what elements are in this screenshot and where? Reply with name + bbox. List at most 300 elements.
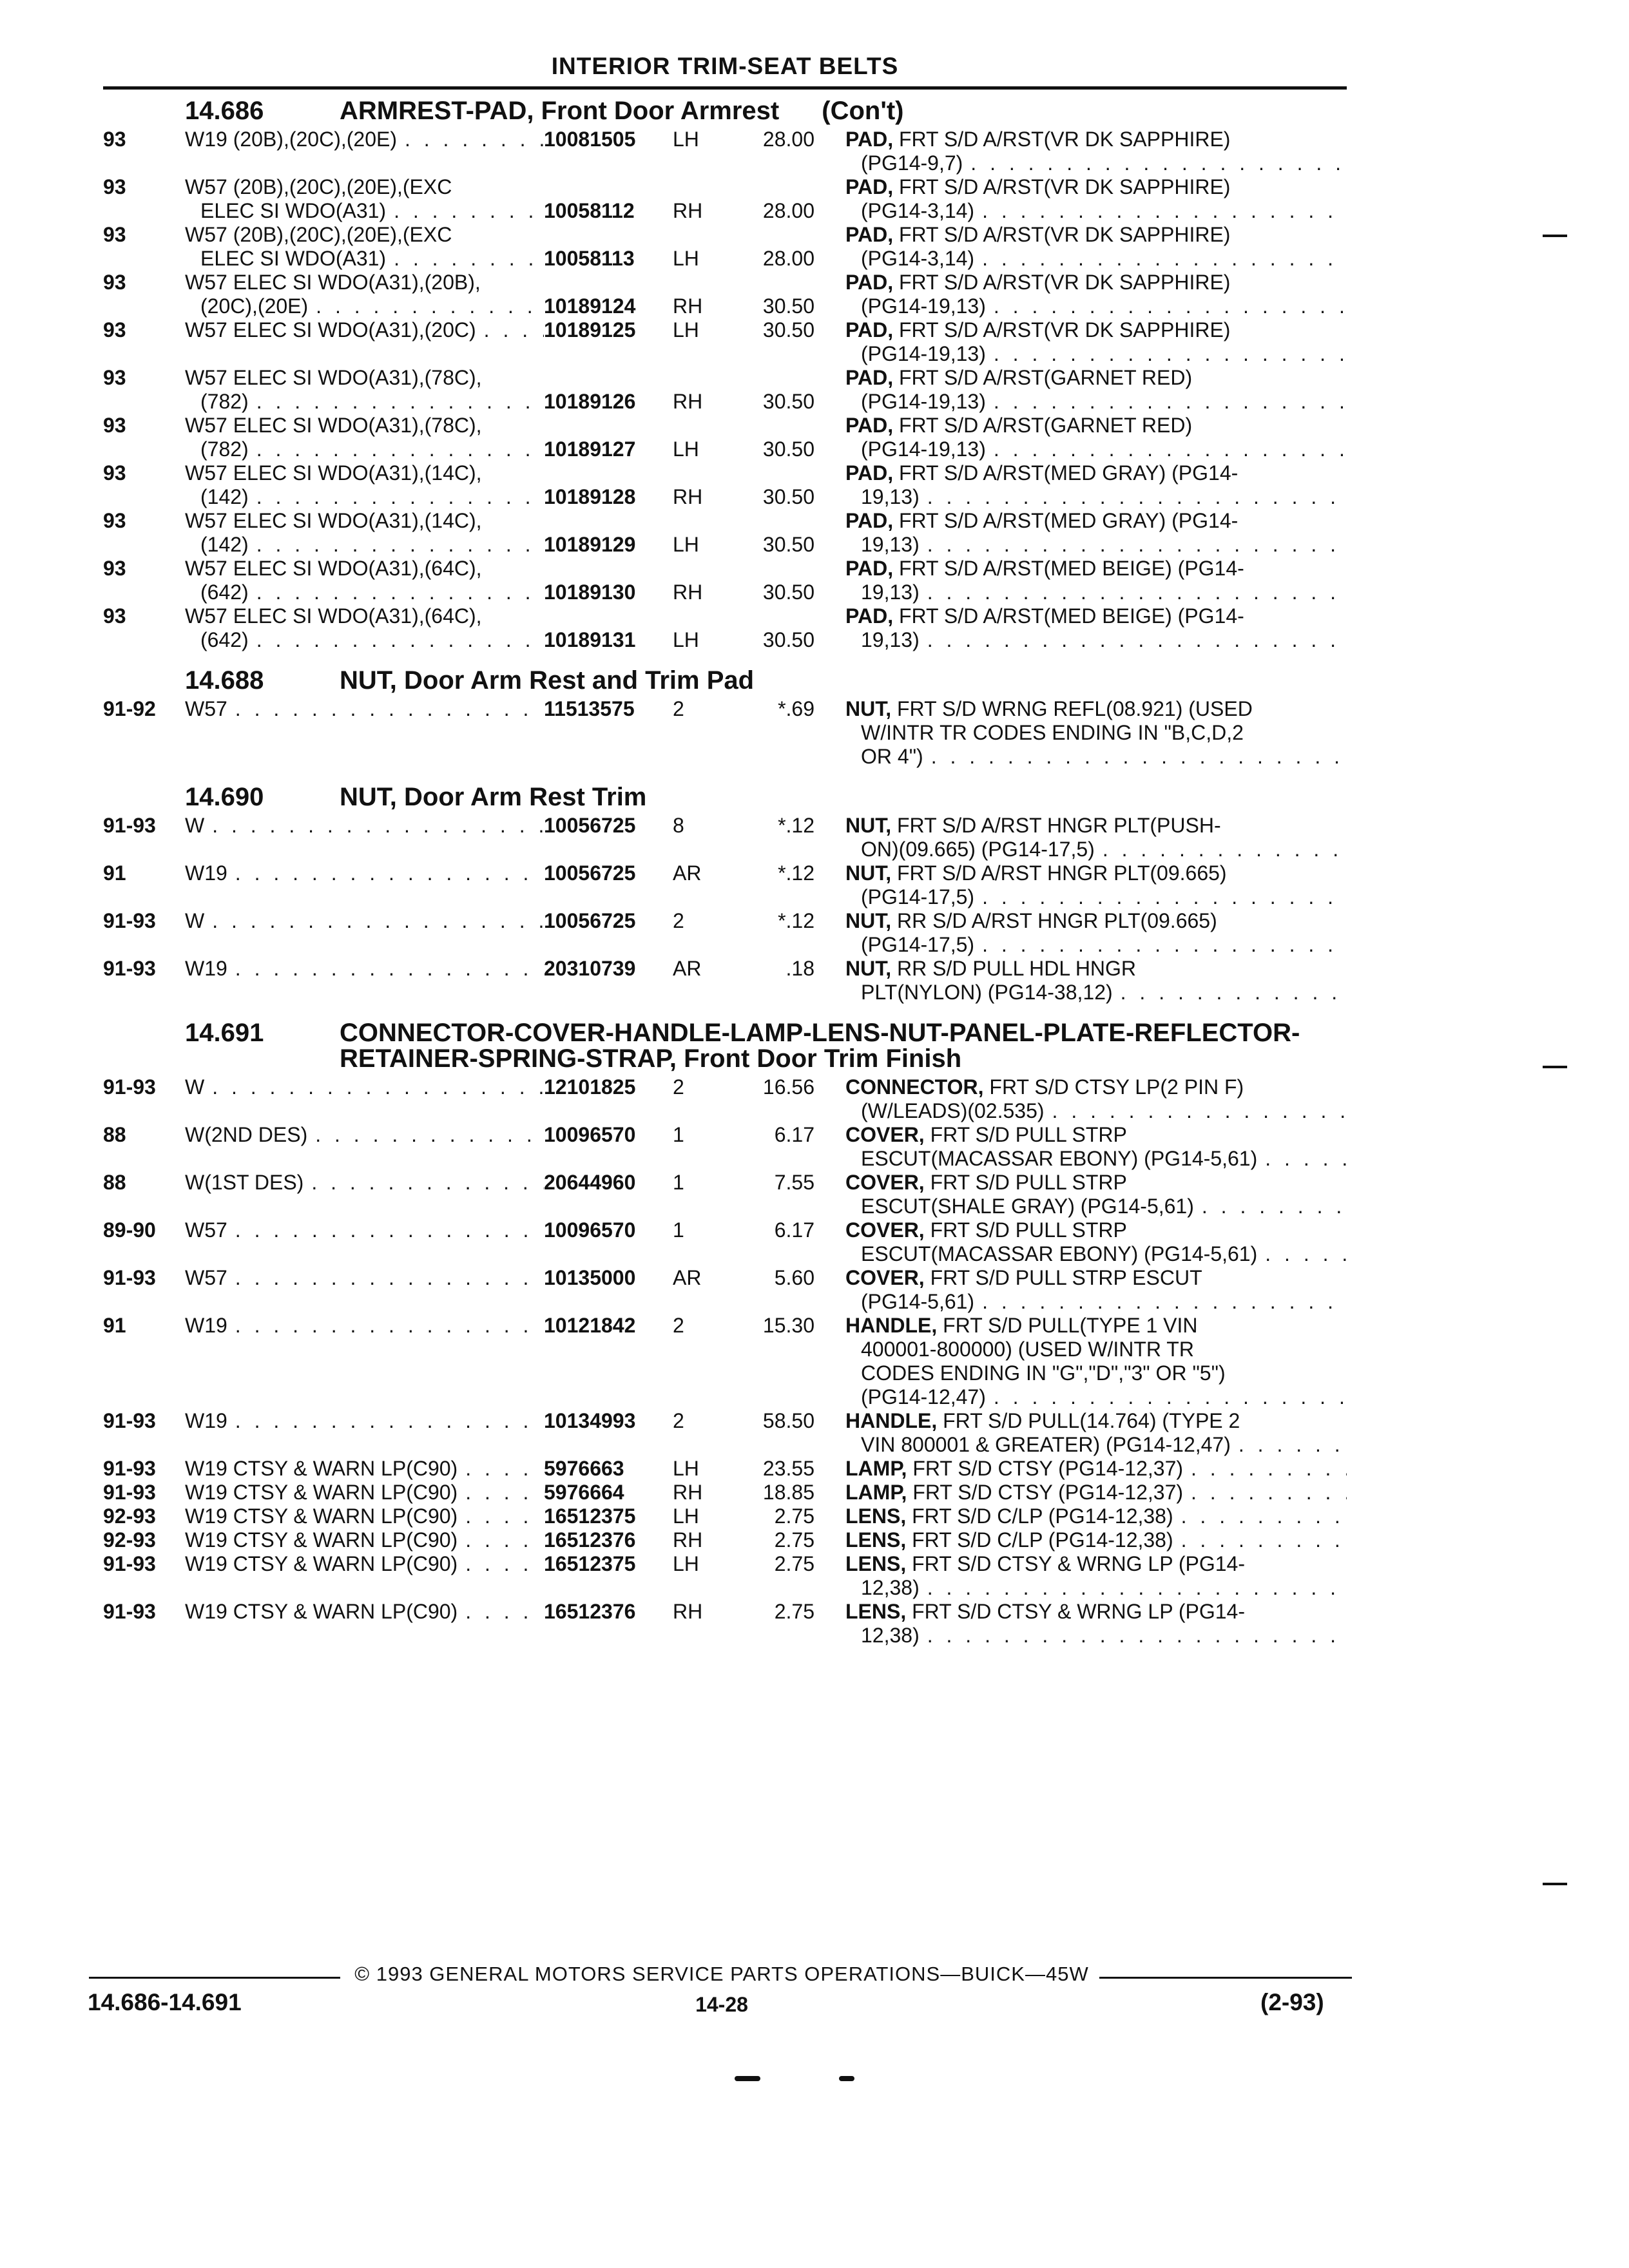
- quantity: RH: [673, 390, 703, 413]
- description-line: FRT S/D CTSY & WRNG LP (PG14-: [912, 1552, 1245, 1575]
- price: 30.50: [762, 628, 815, 651]
- parts-row-line: [103, 128, 1347, 151]
- model-year: 91: [103, 861, 126, 885]
- parts-row-line: [103, 509, 1347, 533]
- description-head: NUT,: [845, 697, 892, 720]
- description-line: FRT S/D A/RST(VR DK SAPPHIRE): [898, 223, 1231, 246]
- description-text: [845, 1409, 1240, 1433]
- parts-row-line: [103, 1576, 1347, 1600]
- description-cell: [845, 485, 1347, 509]
- quantity: RH: [673, 581, 703, 604]
- dot-leader: [1194, 1195, 1347, 1218]
- parts-row-line: [103, 1123, 1347, 1147]
- dot-leader: [963, 151, 1347, 175]
- description-head: LAMP,: [845, 1481, 907, 1504]
- price: 28.00: [762, 199, 815, 222]
- description-line: PLT(NYLON) (PG14-38,12): [861, 981, 1113, 1004]
- section-number: 14.686: [185, 97, 264, 125]
- description-text: [845, 1290, 974, 1314]
- parts-row-line: [103, 1504, 1347, 1528]
- part-number: 10056725: [544, 909, 636, 932]
- price: 30.50: [762, 294, 815, 318]
- section-number: 14.691: [185, 1019, 264, 1047]
- description-line: (PG14-19,13): [861, 390, 986, 413]
- description-text: [845, 885, 974, 909]
- usage-text: W19 CTSY & WARN LP(C90): [185, 1504, 458, 1528]
- model-year: 93: [103, 461, 126, 485]
- parts-row-line: [103, 294, 1347, 318]
- quantity: LH: [673, 1552, 699, 1575]
- description-cell: [845, 581, 1347, 604]
- quantity: LH: [673, 628, 699, 651]
- price: 7.55: [774, 1171, 815, 1194]
- dot-leader: [986, 294, 1347, 318]
- description-line: (PG14-17,5): [861, 933, 975, 956]
- parts-row-line: [103, 604, 1347, 628]
- usage-text: (782): [200, 437, 249, 461]
- price: *.69: [778, 697, 815, 720]
- description-line: FRT S/D A/RST(MED GRAY) (PG14-: [898, 509, 1239, 532]
- parts-row-line: [103, 461, 1347, 485]
- quantity: 2: [673, 909, 684, 932]
- description-cell: [845, 509, 1347, 533]
- usage-cell: [185, 1314, 544, 1338]
- price: 28.00: [762, 247, 815, 270]
- quantity: 2: [673, 1409, 684, 1432]
- description-text: [845, 1218, 1127, 1242]
- parts-row-line: [103, 1433, 1347, 1457]
- description-line: ESCUT(MACASSAR EBONY) (PG14-5,61): [861, 1242, 1258, 1265]
- quantity: LH: [673, 437, 699, 461]
- description-text: [845, 721, 1244, 745]
- dot-leader: [1095, 838, 1347, 861]
- part-number: 10135000: [544, 1266, 636, 1289]
- part-number: 12101825: [544, 1075, 636, 1099]
- section-spacer: [103, 1004, 1347, 1011]
- description-line: FRT S/D A/RST(VR DK SAPPHIRE): [898, 175, 1231, 198]
- description-line: FRT S/D A/RST(VR DK SAPPHIRE): [898, 271, 1231, 294]
- description-text: [845, 271, 1230, 294]
- quantity: 1: [673, 1218, 684, 1242]
- part-number: 10189128: [544, 485, 636, 508]
- dot-leader: [227, 1266, 544, 1290]
- dot-leader: [304, 1171, 544, 1195]
- model-year: 91-93: [103, 909, 156, 932]
- description-text: [845, 1123, 1127, 1147]
- description-head: COVER,: [845, 1218, 925, 1242]
- description-text: [845, 1433, 1231, 1457]
- description-text: [845, 933, 974, 957]
- usage-cell: [185, 1600, 544, 1624]
- part-number: 11513575: [544, 697, 635, 720]
- dot-leader: [974, 199, 1347, 223]
- usage-text: (642): [200, 628, 249, 651]
- dot-leader: [227, 1314, 544, 1338]
- usage-text: W19 CTSY & WARN LP(C90): [185, 1552, 458, 1575]
- model-year: 93: [103, 128, 126, 151]
- dot-leader: [458, 1528, 544, 1552]
- price: 2.75: [774, 1528, 815, 1552]
- usage-cell: [185, 533, 544, 557]
- description-line: FRT S/D CTSY & WRNG LP (PG14-: [912, 1600, 1245, 1623]
- model-year: 88: [103, 1123, 126, 1146]
- usage-text: (642): [200, 581, 249, 604]
- description-text: [845, 957, 1136, 981]
- description-line: (PG14-5,61): [861, 1290, 975, 1313]
- parts-row-line: [103, 745, 1347, 769]
- description-cell: [845, 1409, 1347, 1433]
- dot-leader: [227, 697, 544, 721]
- part-number: 10056725: [544, 861, 636, 885]
- description-head: LAMP,: [845, 1457, 907, 1480]
- description-cell: [845, 1624, 1347, 1648]
- description-head: HANDLE,: [845, 1409, 938, 1432]
- usage-cell: [185, 1218, 544, 1242]
- usage-cell: [185, 1075, 544, 1099]
- description-cell: [845, 838, 1347, 861]
- dot-leader: [227, 1218, 544, 1242]
- description-text: [845, 745, 923, 769]
- usage-text: W(1ST DES): [185, 1171, 304, 1194]
- description-cell: [845, 437, 1347, 461]
- description-text: [845, 1528, 1173, 1552]
- usage-cell: [185, 1171, 544, 1195]
- title-rule: [103, 86, 1347, 90]
- dot-leader: [249, 390, 544, 414]
- parts-row-line: [103, 909, 1347, 933]
- description-head: PAD,: [845, 366, 894, 389]
- description-head: PAD,: [845, 175, 894, 198]
- model-year: 93: [103, 318, 126, 341]
- dot-leader: [1173, 1528, 1347, 1552]
- description-cell: [845, 271, 1347, 294]
- parts-row-line: [103, 1099, 1347, 1123]
- description-text: [845, 1576, 920, 1600]
- price: 6.17: [774, 1123, 815, 1146]
- dot-leader: [458, 1600, 544, 1624]
- part-number: 10134993: [544, 1409, 636, 1432]
- section-title: CONNECTOR-COVER-HANDLE-LAMP-LENS-NUT-PANEL-PLATE-REFLECTOR-RETAINER-SPRING-STRAP, Front Door Trim Finish: [340, 1019, 1300, 1073]
- description-text: [845, 1552, 1245, 1576]
- usage-text: W19 CTSY & WARN LP(C90): [185, 1528, 458, 1552]
- price: 18.85: [762, 1481, 815, 1504]
- quantity: 1: [673, 1123, 684, 1146]
- description-text: [845, 1099, 1045, 1123]
- description-cell: [845, 814, 1347, 838]
- model-year: 92-93: [103, 1504, 156, 1528]
- description-head: PAD,: [845, 318, 894, 341]
- description-cell: [845, 745, 1347, 769]
- parts-row-line: [103, 1552, 1347, 1576]
- binding-mark: [839, 2076, 854, 2081]
- description-line: 12,38): [861, 1576, 920, 1599]
- dot-leader: [227, 1409, 544, 1433]
- usage-cell: [185, 366, 544, 390]
- dot-leader: [920, 581, 1347, 604]
- price: 2.75: [774, 1552, 815, 1575]
- usage-text: W19: [185, 861, 227, 885]
- usage-text: W57 ELEC SI WDO(A31),(64C),: [185, 557, 482, 580]
- description-cell: [845, 957, 1347, 981]
- description-cell: [845, 1147, 1347, 1171]
- model-year: 91: [103, 1314, 126, 1337]
- description-cell: [845, 1242, 1347, 1266]
- usage-cell: [185, 1409, 544, 1433]
- usage-text: W19 CTSY & WARN LP(C90): [185, 1457, 458, 1480]
- dot-leader: [1257, 1147, 1347, 1171]
- section-number: 14.688: [185, 666, 264, 695]
- usage-cell: [185, 557, 544, 581]
- description-line: FRT S/D CTSY (PG14-12,37): [912, 1457, 1184, 1480]
- model-year: 93: [103, 509, 126, 532]
- dot-leader: [204, 1075, 544, 1099]
- parts-row-line: [103, 957, 1347, 981]
- usage-cell: [185, 485, 544, 509]
- usage-text: W57 ELEC SI WDO(A31),(14C),: [185, 461, 482, 485]
- part-number: 20310739: [544, 957, 636, 980]
- usage-text: W57 ELEC SI WDO(A31),(20B),: [185, 271, 481, 294]
- usage-cell: [185, 294, 544, 318]
- section-spacer: [103, 1648, 1347, 1654]
- description-line: 400001-800000) (USED W/INTR TR: [861, 1338, 1194, 1361]
- dot-leader: [923, 745, 1347, 769]
- description-line: FRT S/D CTSY LP(2 PIN F): [989, 1075, 1244, 1099]
- usage-cell: [185, 128, 544, 151]
- description-head: NUT,: [845, 909, 892, 932]
- description-head: PAD,: [845, 271, 894, 294]
- quantity: 8: [673, 814, 684, 837]
- parts-row-line: [103, 1457, 1347, 1481]
- usage-text: W57: [185, 697, 227, 720]
- quantity: 2: [673, 697, 684, 720]
- usage-text: (20C),(20E): [200, 294, 309, 318]
- parts-listing: [103, 98, 1347, 1654]
- part-number: 10081505: [544, 128, 636, 151]
- description-line: FRT S/D A/RST HNGR PLT(PUSH-: [897, 814, 1221, 837]
- description-line: FRT S/D C/LP (PG14-12,38): [912, 1504, 1173, 1528]
- model-year: 91-93: [103, 1457, 156, 1480]
- dot-leader: [1045, 1099, 1347, 1123]
- parts-row-line: [103, 1147, 1347, 1171]
- description-text: [845, 533, 920, 557]
- description-text: [845, 1338, 1194, 1361]
- dot-leader: [308, 294, 544, 318]
- usage-cell: [185, 175, 544, 199]
- part-number: 10058112: [544, 199, 635, 222]
- model-year: 93: [103, 557, 126, 580]
- dot-leader: [204, 814, 544, 838]
- description-cell: [845, 1385, 1347, 1409]
- model-year: 91-93: [103, 1600, 156, 1623]
- description-line: FRT S/D A/RST(VR DK SAPPHIRE): [898, 128, 1231, 151]
- description-cell: [845, 1528, 1347, 1552]
- description-head: PAD,: [845, 509, 894, 532]
- description-line: FRT S/D PULL STRP: [930, 1218, 1127, 1242]
- description-text: [845, 814, 1221, 838]
- model-year: 91-92: [103, 697, 156, 720]
- description-cell: [845, 1099, 1347, 1123]
- description-text: [845, 557, 1244, 581]
- quantity: RH: [673, 1528, 703, 1552]
- description-cell: [845, 151, 1347, 175]
- usage-cell: [185, 414, 544, 437]
- usage-text: W57 (20B),(20C),(20E),(EXC: [185, 223, 452, 246]
- model-year: 93: [103, 175, 126, 198]
- usage-cell: [185, 223, 544, 247]
- part-number: 10189126: [544, 390, 636, 413]
- part-number: 10096570: [544, 1218, 636, 1242]
- description-text: [845, 485, 920, 509]
- price: 15.30: [762, 1314, 815, 1337]
- usage-cell: [185, 1457, 544, 1481]
- description-text: [845, 1314, 1197, 1338]
- description-text: [845, 1457, 1183, 1481]
- description-head: NUT,: [845, 814, 892, 837]
- description-text: [845, 581, 920, 604]
- usage-text: ELEC SI WDO(A31): [200, 199, 387, 222]
- model-year: 91-93: [103, 957, 156, 980]
- section-title: NUT, Door Arm Rest Trim: [340, 783, 647, 811]
- model-year: 93: [103, 271, 126, 294]
- usage-cell: [185, 1481, 544, 1504]
- model-year: 91-93: [103, 1266, 156, 1289]
- description-line: FRT S/D PULL(TYPE 1 VIN: [943, 1314, 1198, 1337]
- description-cell: [845, 1481, 1347, 1504]
- description-head: COVER,: [845, 1266, 925, 1289]
- description-cell: [845, 199, 1347, 223]
- usage-text: W57 ELEC SI WDO(A31),(20C): [185, 318, 476, 341]
- footer-range: 14.686-14.691: [88, 1989, 242, 2015]
- description-text: [845, 509, 1238, 533]
- price: 30.50: [762, 485, 815, 508]
- description-text: [845, 838, 1095, 861]
- parts-row-line: [103, 414, 1347, 437]
- footer-page-number: 14-28: [695, 1993, 748, 2016]
- usage-cell: [185, 861, 544, 885]
- usage-text: W: [185, 1075, 205, 1099]
- dot-leader: [397, 128, 544, 151]
- description-head: COVER,: [845, 1123, 925, 1146]
- dot-leader: [249, 628, 544, 652]
- section-continued: (Con't): [822, 97, 904, 125]
- dot-leader: [249, 437, 544, 461]
- description-cell: [845, 533, 1347, 557]
- dot-leader: [249, 485, 544, 509]
- usage-text: W(2ND DES): [185, 1123, 308, 1146]
- usage-text: W19: [185, 1409, 227, 1432]
- description-head: LENS,: [845, 1504, 907, 1528]
- dot-leader: [458, 1552, 544, 1576]
- part-number: 10189130: [544, 581, 636, 604]
- description-line: (PG14-19,13): [861, 437, 986, 461]
- usage-text: W19 (20B),(20C),(20E): [185, 128, 397, 151]
- usage-text: W57: [185, 1266, 227, 1289]
- usage-text: (142): [200, 485, 249, 508]
- part-number: 10121842: [544, 1314, 636, 1337]
- parts-row-line: [103, 1195, 1347, 1218]
- description-head: PAD,: [845, 557, 894, 580]
- parts-row-line: [103, 1385, 1347, 1409]
- price: 16.56: [762, 1075, 815, 1099]
- description-cell: [845, 721, 1347, 745]
- dot-leader: [1183, 1457, 1347, 1481]
- description-text: [845, 223, 1230, 247]
- description-head: PAD,: [845, 128, 894, 151]
- price: 30.50: [762, 390, 815, 413]
- description-head: HANDLE,: [845, 1314, 938, 1337]
- quantity: 2: [673, 1314, 684, 1337]
- parts-row-line: [103, 271, 1347, 294]
- section-number: 14.690: [185, 783, 264, 811]
- parts-row-line: [103, 1409, 1347, 1433]
- dot-leader: [920, 533, 1347, 557]
- dot-leader: [986, 437, 1347, 461]
- description-text: [845, 128, 1230, 151]
- parts-row-line: [103, 318, 1347, 342]
- usage-text: W57 ELEC SI WDO(A31),(14C),: [185, 509, 482, 532]
- usage-cell: [185, 1266, 544, 1290]
- dot-leader: [1173, 1504, 1347, 1528]
- parts-row-line: [103, 223, 1347, 247]
- description-cell: [845, 885, 1347, 909]
- description-line: FRT S/D PULL STRP ESCUT: [930, 1266, 1202, 1289]
- dot-leader: [249, 581, 544, 604]
- quantity: AR: [673, 957, 702, 980]
- parts-row-line: [103, 390, 1347, 414]
- description-cell: [845, 604, 1347, 628]
- description-head: COVER,: [845, 1171, 925, 1194]
- quantity: 2: [673, 1075, 684, 1099]
- parts-row-line: [103, 697, 1347, 721]
- dot-leader: [386, 247, 544, 271]
- usage-cell: [185, 1528, 544, 1552]
- description-line: (PG14-3,14): [861, 247, 975, 270]
- usage-cell: [185, 271, 544, 294]
- parts-row-line: [103, 437, 1347, 461]
- description-cell: [845, 1075, 1347, 1099]
- dot-leader: [920, 628, 1347, 652]
- description-line: RR S/D A/RST HNGR PLT(09.665): [897, 909, 1217, 932]
- description-line: (PG14-12,47): [861, 1385, 986, 1408]
- dot-leader: [386, 199, 544, 223]
- price: 23.55: [762, 1457, 815, 1480]
- description-head: PAD,: [845, 223, 894, 246]
- description-cell: [845, 342, 1347, 366]
- usage-text: W57: [185, 1218, 227, 1242]
- usage-cell: [185, 697, 544, 721]
- dot-leader: [1231, 1433, 1347, 1457]
- price: 30.50: [762, 533, 815, 556]
- dot-leader: [974, 247, 1347, 271]
- description-line: ESCUT(SHALE GRAY) (PG14-5,61): [861, 1195, 1194, 1218]
- section-header: [103, 784, 1347, 810]
- price: 58.50: [762, 1409, 815, 1432]
- parts-row-line: [103, 1481, 1347, 1504]
- description-line: W/INTR TR CODES ENDING IN "B,C,D,2: [861, 721, 1244, 744]
- description-head: PAD,: [845, 604, 894, 628]
- description-line: (W/LEADS)(02.535): [861, 1099, 1045, 1122]
- quantity: LH: [673, 247, 699, 270]
- description-text: [845, 1481, 1183, 1504]
- description-cell: [845, 1123, 1347, 1147]
- description-cell: [845, 1433, 1347, 1457]
- parts-row-line: [103, 1528, 1347, 1552]
- description-line: FRT S/D A/RST(VR DK SAPPHIRE): [898, 318, 1231, 341]
- parts-row-line: [103, 1266, 1347, 1290]
- binding-mark: [735, 2076, 760, 2081]
- quantity: AR: [673, 861, 702, 885]
- parts-row-line: [103, 1600, 1347, 1624]
